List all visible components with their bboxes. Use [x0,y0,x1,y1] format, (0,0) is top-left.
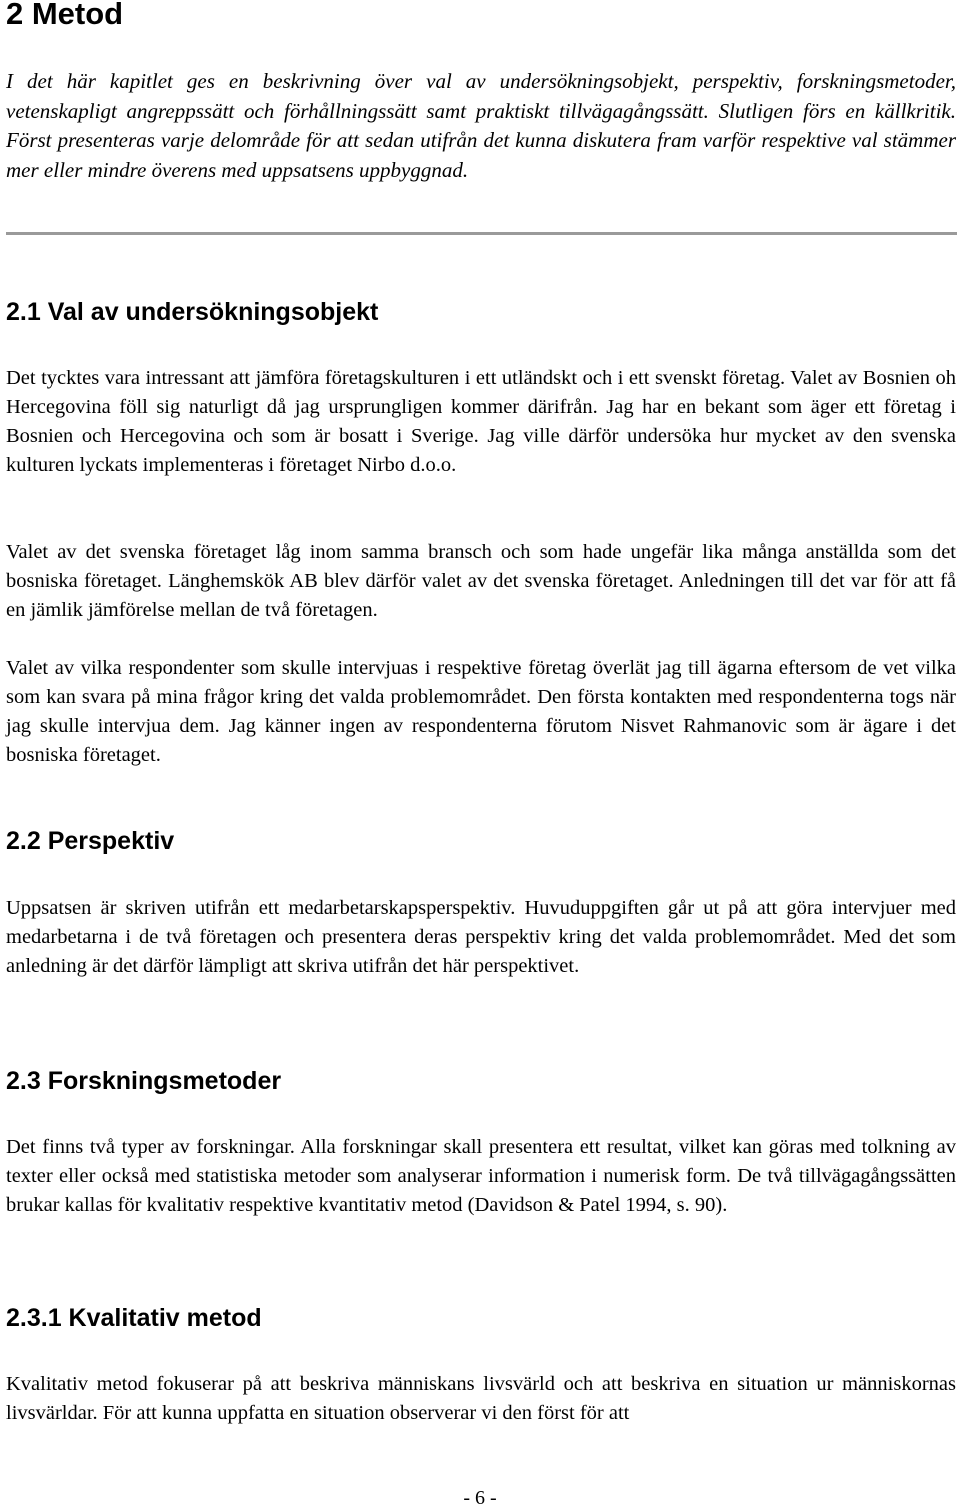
section-2-1-paragraph-3: Valet av vilka respondenter som skulle intervjuas i respektive företag överlät jag till ägarna eftersom de vet vilka som kan svara på mina frågor kring det valda problemområdet. Den första kontakten med respondenterna togs när jag skulle intervjua dem. Jag känner ingen av respondenterna förutom Nisvet Rahmanovic som är ägare i det bosniska företaget. [6,657,956,766]
section-2-1-paragraph-2: Valet av det svenska företaget låg inom samma bransch och som hade ungefär lika många anställda som det bosniska företaget. Länghemskök AB blev därför valet av det svenska företaget. Anledningen till det var för att få en jämlik jämförelse mellan de två företagen. [6,541,956,621]
horizontal-rule [6,232,957,235]
chapter-intro: I det här kapitlet ges en beskrivning över val av undersökningsobjekt, perspektiv, forskningsmetoder, vetenskapligt angreppssätt och förhållningssätt samt praktiskt tillvägagångssätt. Slutligen förs en källkritik. Först presenteras varje delområde för att sedan utifrån det kunna diskutera fram varför respektive val stämmer mer eller mindre överens med uppsatsens uppbyggnad. [6,69,956,182]
chapter-title: 2 Metod [6,0,124,31]
section-2-2-paragraph-1: Uppsatsen är skriven utifrån ett medarbetarskapsperspektiv. Huvuduppgiften går ut på att göra intervjuer med medarbetarna i de två företagen och presentera deras perspektiv kring det valda problemområdet. Med det som anledning är det därför lämpligt att skriva utifrån det här perspektivet. [6,897,956,977]
section-2-1-paragraph-1: Det tycktes vara intressant att jämföra företagskulturen i ett utländskt och i ett svenskt företag. Valet av Bosnien oh Hercegovina föll sig naturligt då jag ursprungligen kommer därifrån. Jag har en bekant som äger ett företag i Bosnien och Hercegovina och som är bosatt i Sverige. Jag ville därför undersöka hur mycket av den svenska kulturen lyckats implementeras i företaget Nirbo d.o.o. [6,367,956,476]
section-heading-2-2: 2.2 Perspektiv [6,827,175,855]
section-2-3-1-paragraph-1: Kvalitativ metod fokuserar på att beskriva människans livsvärld och att beskriva en situation ur människornas livsvärldar. För att kunna uppfatta en situation observerar vi den först för att [6,1373,956,1424]
page-number: - 6 - [463,1487,497,1509]
section-heading-2-1: 2.1 Val av undersökningsobjekt [6,298,379,326]
section-2-3-paragraph-1: Det finns två typer av forskningar. Alla forskningar skall presentera ett resultat, vilket kan göras med tolkning av texter eller också med statistiska metoder som analyserar information i numerisk form. De två tillvägagångssätten brukar kallas för kvalitativ respektive kvantitativ metod (Davidson & Patel 1994, s. 90). [6,1136,956,1216]
section-heading-2-3: 2.3 Forskningsmetoder [6,1067,282,1095]
section-heading-2-3-1: 2.3.1 Kvalitativ metod [6,1304,262,1332]
